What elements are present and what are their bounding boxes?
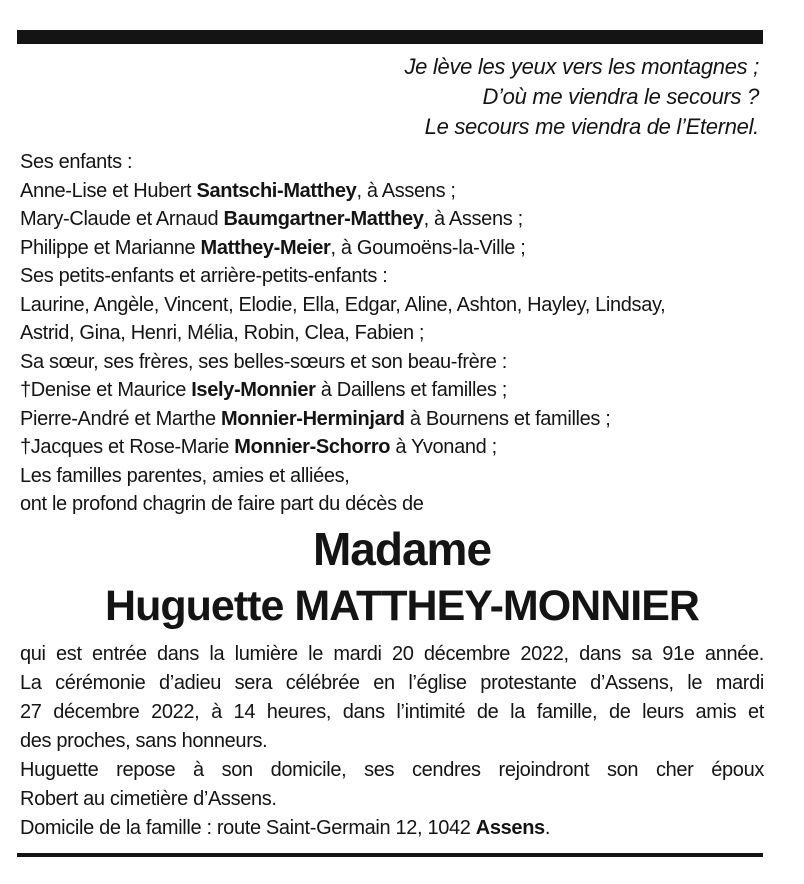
family-surname: Matthey-Meier — [200, 236, 331, 259]
family-surname: Santschi-Matthey — [196, 179, 357, 202]
family-line — [20, 177, 764, 206]
line-text: Robert au cimetière d’Assens. — [20, 788, 277, 810]
line-text: Astrid, Gina, Henri, Mélia, Robin, Clea, Fabien ; — [20, 322, 425, 344]
family-surname: Monnier-Schorro — [234, 436, 391, 458]
family-list — [20, 148, 764, 519]
top-rule — [17, 30, 763, 44]
family-line — [20, 433, 764, 462]
body-line — [20, 640, 764, 669]
line-text: des proches, sans honneurs. — [20, 730, 268, 752]
quote-line: Le secours me viendra de l’Eternel. — [424, 114, 759, 139]
line-text: 27 décembre 2022, à 14 heures, dans l’intimité de la famille, de leurs amis et — [20, 701, 764, 723]
line-text: à Yvonand ; — [390, 436, 497, 458]
family-line — [20, 291, 764, 320]
deceased-salutation: Madame — [312, 523, 492, 575]
body-line — [20, 669, 764, 698]
family-surname: Baumgartner-Matthey — [223, 208, 424, 230]
line-text: Les familles parentes, amies et alliées, — [20, 464, 350, 487]
quote-line: Je lève les yeux vers les montagnes ; — [404, 54, 759, 79]
line-text: Huguette repose à son domicile, ses cendres rejoindront son cher époux — [20, 759, 764, 781]
line-text: qui est entrée dans la lumière le mardi 20 décembre 2022, dans sa 91e année. — [20, 643, 764, 665]
bottom-rule — [17, 853, 763, 857]
line-text: Philippe et Marianne — [20, 236, 201, 259]
body-line — [20, 814, 764, 843]
line-text: Sa sœur, ses frères, ses belles-sœurs et son beau-frère : — [20, 350, 507, 373]
line-text: †Jacques et Rose-Marie — [20, 436, 235, 458]
family-line — [20, 348, 764, 377]
memorial-quote — [20, 52, 759, 142]
line-text: à Bournens et familles ; — [404, 407, 611, 430]
locality-bold: Assens — [475, 817, 545, 839]
line-text: †Denise et Maurice — [20, 379, 192, 401]
line-text: Mary-Claude et Arnaud — [20, 208, 224, 230]
line-text: , à Goumoëns-la-Ville ; — [330, 236, 526, 259]
family-line — [20, 405, 764, 434]
body-line — [20, 698, 764, 727]
line-text: , à Assens ; — [423, 208, 523, 230]
line-text: La cérémonie d’adieu sera célébrée en l’église protestante d’Assens, le mardi — [20, 672, 764, 694]
family-surname: Isely-Monnier — [191, 379, 316, 401]
quote-line: D’où me viendra le secours ? — [482, 84, 759, 109]
deceased-name: Huguette MATTHEY-MONNIER — [105, 582, 699, 630]
family-line — [20, 490, 764, 519]
family-line — [20, 262, 764, 291]
line-text: Ses enfants : — [20, 151, 133, 173]
family-line — [20, 376, 764, 405]
line-text: . — [544, 817, 551, 839]
line-text: Pierre-André et Marthe — [20, 407, 221, 430]
body-line — [20, 756, 764, 785]
line-text: , à Assens ; — [356, 179, 456, 202]
family-line — [20, 234, 764, 263]
line-text: Laurine, Angèle, Vincent, Elodie, Ella, Edgar, Aline, Ashton, Hayley, Lindsay, — [20, 293, 666, 316]
family-line — [20, 462, 764, 491]
body-line — [20, 785, 764, 814]
line-text: Anne-Lise et Hubert — [20, 179, 197, 202]
family-line — [20, 148, 764, 177]
body-line — [20, 727, 764, 756]
deceased-title — [0, 520, 804, 634]
family-line — [20, 319, 764, 348]
line-text: à Daillens et familles ; — [315, 379, 507, 401]
family-line — [20, 205, 764, 234]
family-surname: Monnier-Herminjard — [220, 407, 405, 430]
announcement-body — [20, 640, 764, 843]
line-text: ont le profond chagrin de faire part du décès de — [20, 493, 424, 515]
line-text: Ses petits-enfants et arrière-petits-enfants : — [20, 265, 388, 287]
line-text: Domicile de la famille : route Saint-Germain 12, 1042 — [20, 817, 476, 839]
